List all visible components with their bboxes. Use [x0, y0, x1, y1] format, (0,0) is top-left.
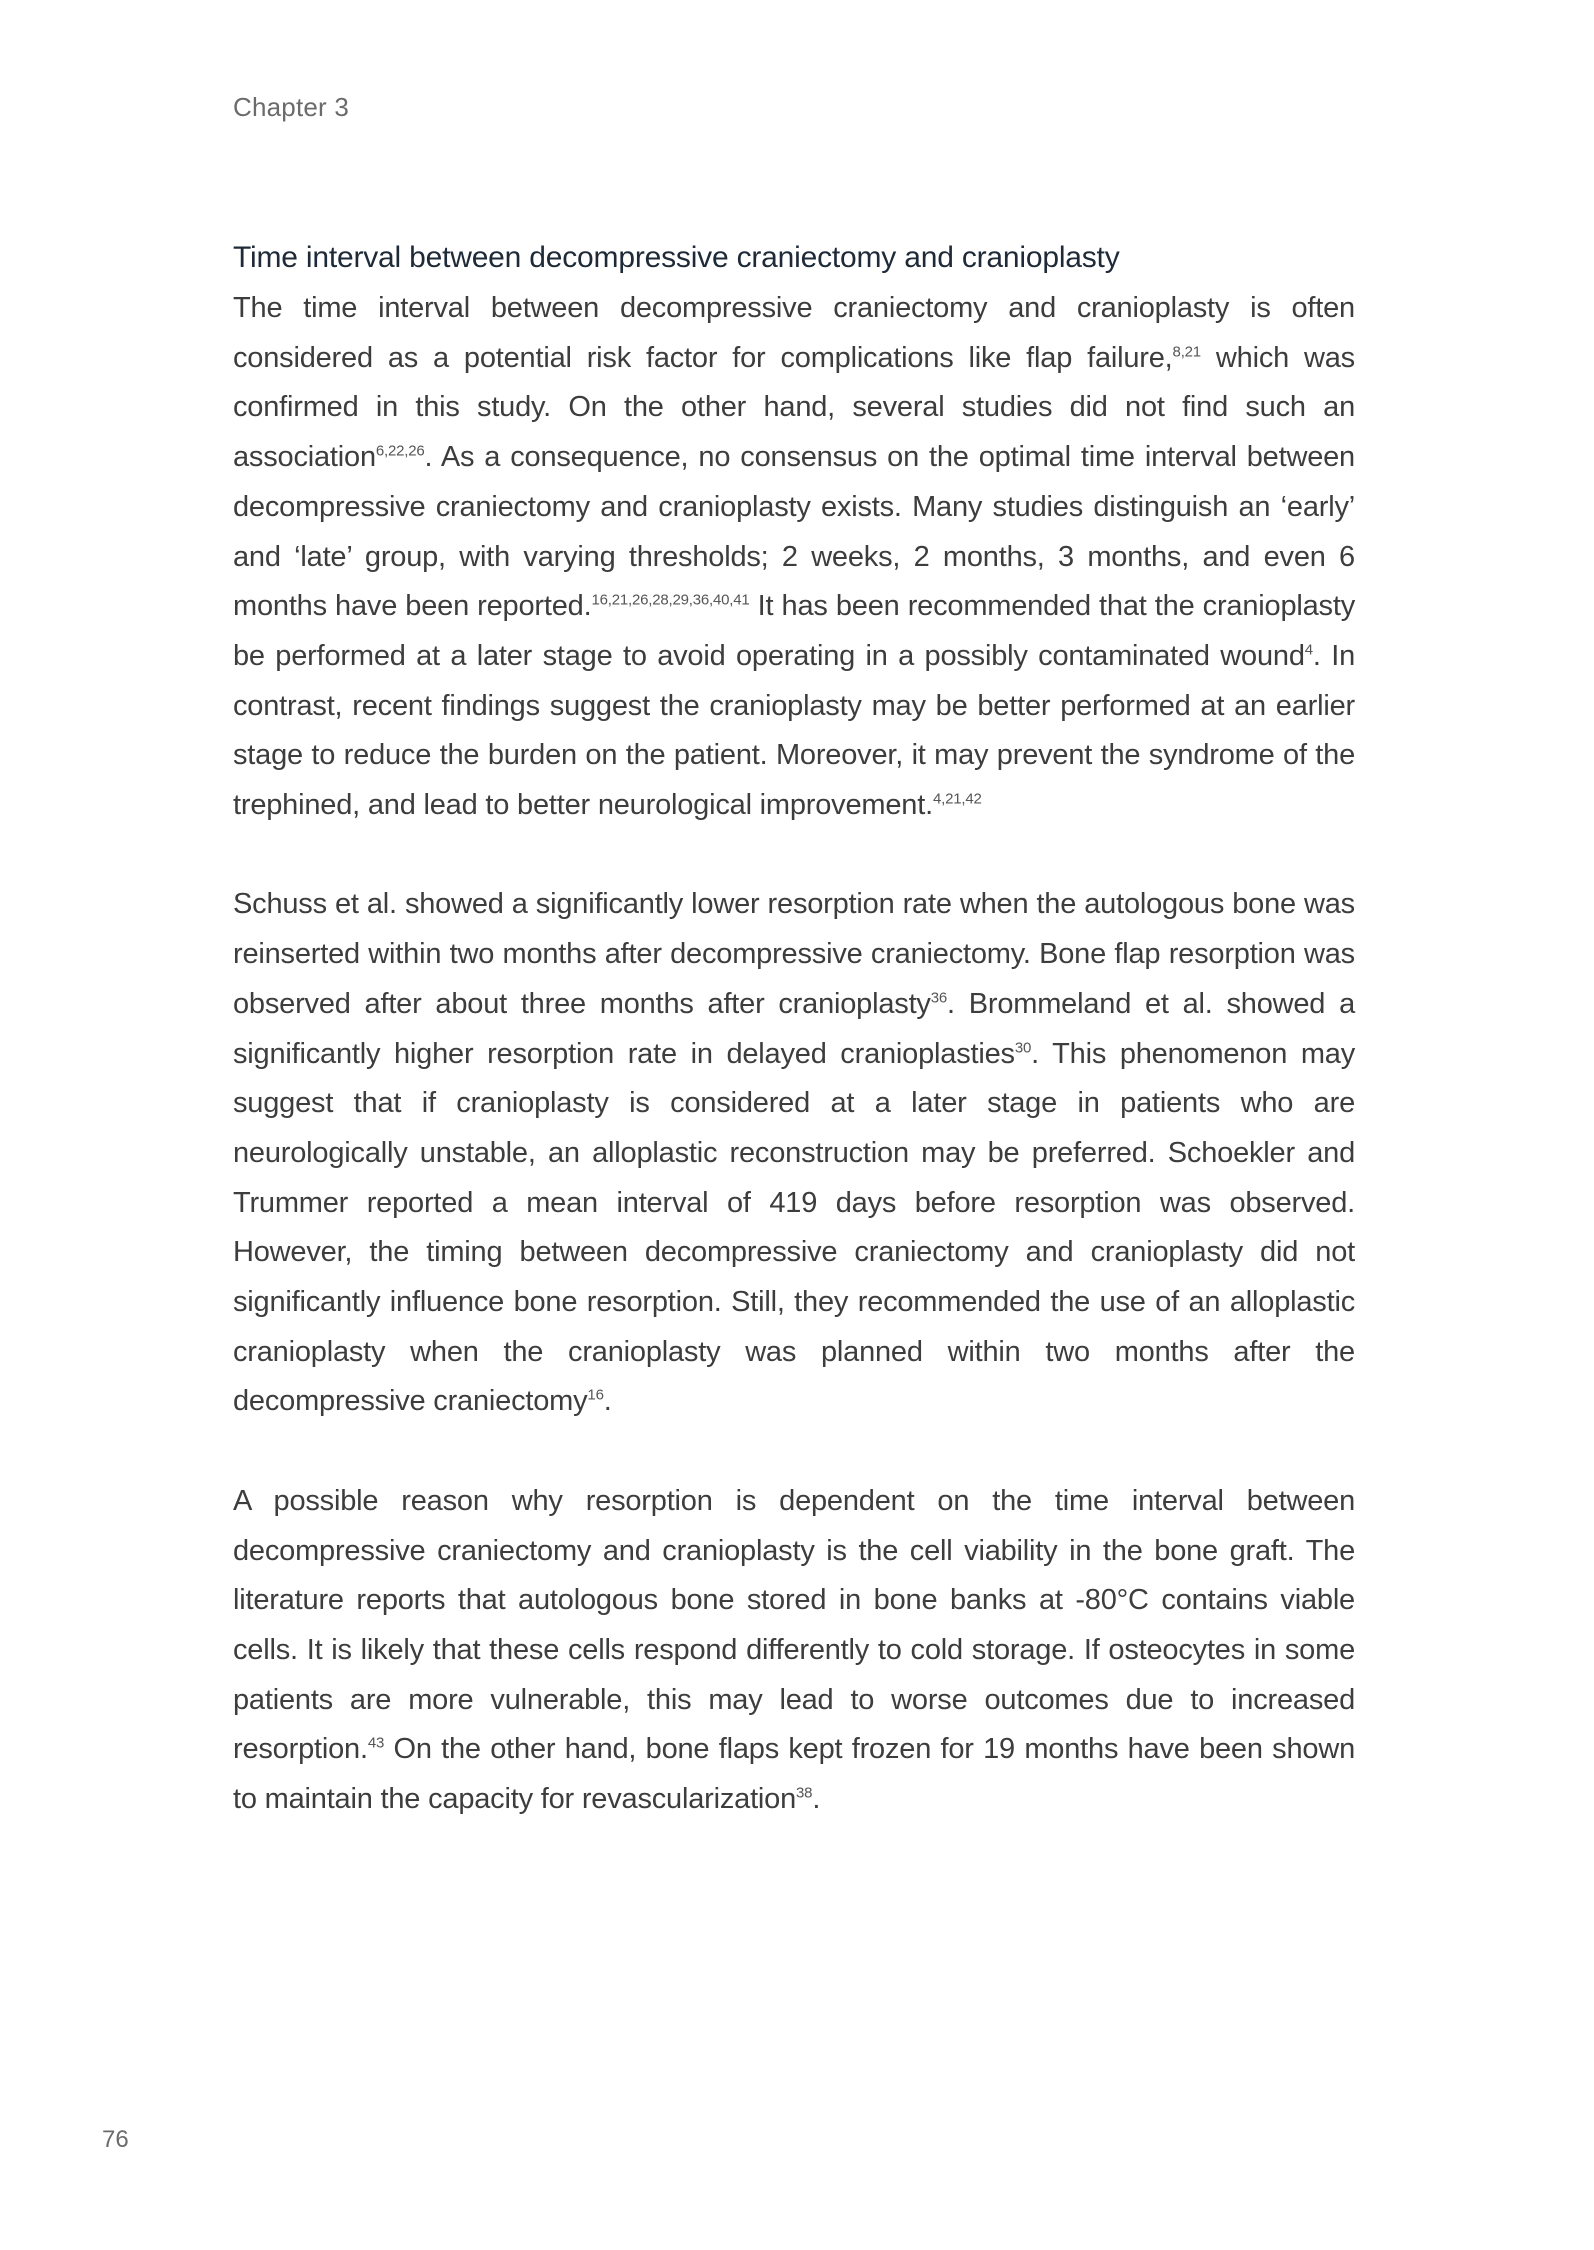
text-span: .	[812, 1783, 821, 1816]
text-span: Schuss et al. showed a significantly lower resorption rate when the autologous bone was reinserted within two months after decompressive craniectomy. Bone flap resorption was observed after about three months after cranioplasty	[233, 888, 1355, 1020]
page-number: 76	[102, 2126, 129, 2153]
text-span: . This phenomenon may suggest that if cranioplasty is considered at a later stage in patients who are neurologically unstable, an alloplastic reconstruction may be preferred. Schoekler and Trummer reported a mean interval of 419 days before resorption was observed. However, the timing between decompressive craniectomy and cranioplasty did not significantly influence bone resorption. Still, they recommended the use of an alloplastic cranioplasty when the cranioplasty was planned within two months after the decompressive craniectomy	[233, 1037, 1355, 1418]
citation-ref: 38	[796, 1784, 813, 1802]
text-span: . As a consequence, no consensus on the optimal time interval between decompressive craniectomy and cranioplasty exists. Many studies distinguish an ‘early’ and ‘late’ group, with varying thresholds; 2 weeks, 2 months, 3 months, and even 6 months have been reported.	[233, 441, 1355, 623]
text-span: .	[603, 1385, 612, 1418]
text-span: which was confirmed in this study. On the other hand, several studies did not find such an association	[233, 341, 1355, 474]
citation-ref: 36	[930, 989, 948, 1007]
citation-ref: 16,21,26,28,29,36,40,41	[591, 591, 750, 609]
text-span: On the other hand, bone flaps kept frozen for 19 months have been shown to maintain the capacity for revascularization	[233, 1733, 1355, 1816]
citation-ref: 43	[367, 1734, 385, 1752]
text-span: A possible reason why resorption is dependent on the time interval between decompressive craniectomy and cranioplasty is the cell viability in the bone graft. The literature reports that autologous bone stored in bone banks at -80°C contains viable cells. It is likely that these cells respond differently to cold storage. If osteocytes in some patients are more vulnerable, this may lead to worse outcomes due to increased resorption.	[233, 1484, 1355, 1766]
text-span: . In contrast, recent findings suggest the cranioplasty may be better performed at an earlier stage to reduce the burden on the patient. Moreover, it may prevent the syndrome of the trephined, and lead to better neurological improvement.	[233, 639, 1356, 822]
citation-ref: 6,22,26	[375, 442, 425, 460]
citation-ref: 16	[587, 1386, 604, 1404]
paragraph-1	[233, 284, 1355, 831]
section-heading: Time interval between decompressive craniectomy and cranioplasty	[233, 241, 1120, 274]
citation-ref: 30	[1014, 1038, 1032, 1056]
citation-ref: 8,21	[1172, 343, 1201, 361]
text-span: It has been recommended that the cranioplasty be performed at a later stage to avoid operating in a possibly contaminated wound	[233, 590, 1355, 672]
main-content	[233, 238, 1355, 1825]
text-span: . Brommeland et al. showed a significantly higher resorption rate in delayed cranioplasties	[233, 987, 1356, 1070]
running-head: Chapter 3	[233, 92, 349, 122]
citation-ref: 4	[1304, 641, 1313, 659]
text-span: The time interval between decompressive craniectomy and cranioplasty is often considered as a potential risk factor for complications like flap failure,	[233, 292, 1355, 374]
paragraph-2	[233, 880, 1355, 1427]
citation-ref: 4,21,42	[932, 790, 982, 808]
paragraph-3	[233, 1477, 1355, 1825]
